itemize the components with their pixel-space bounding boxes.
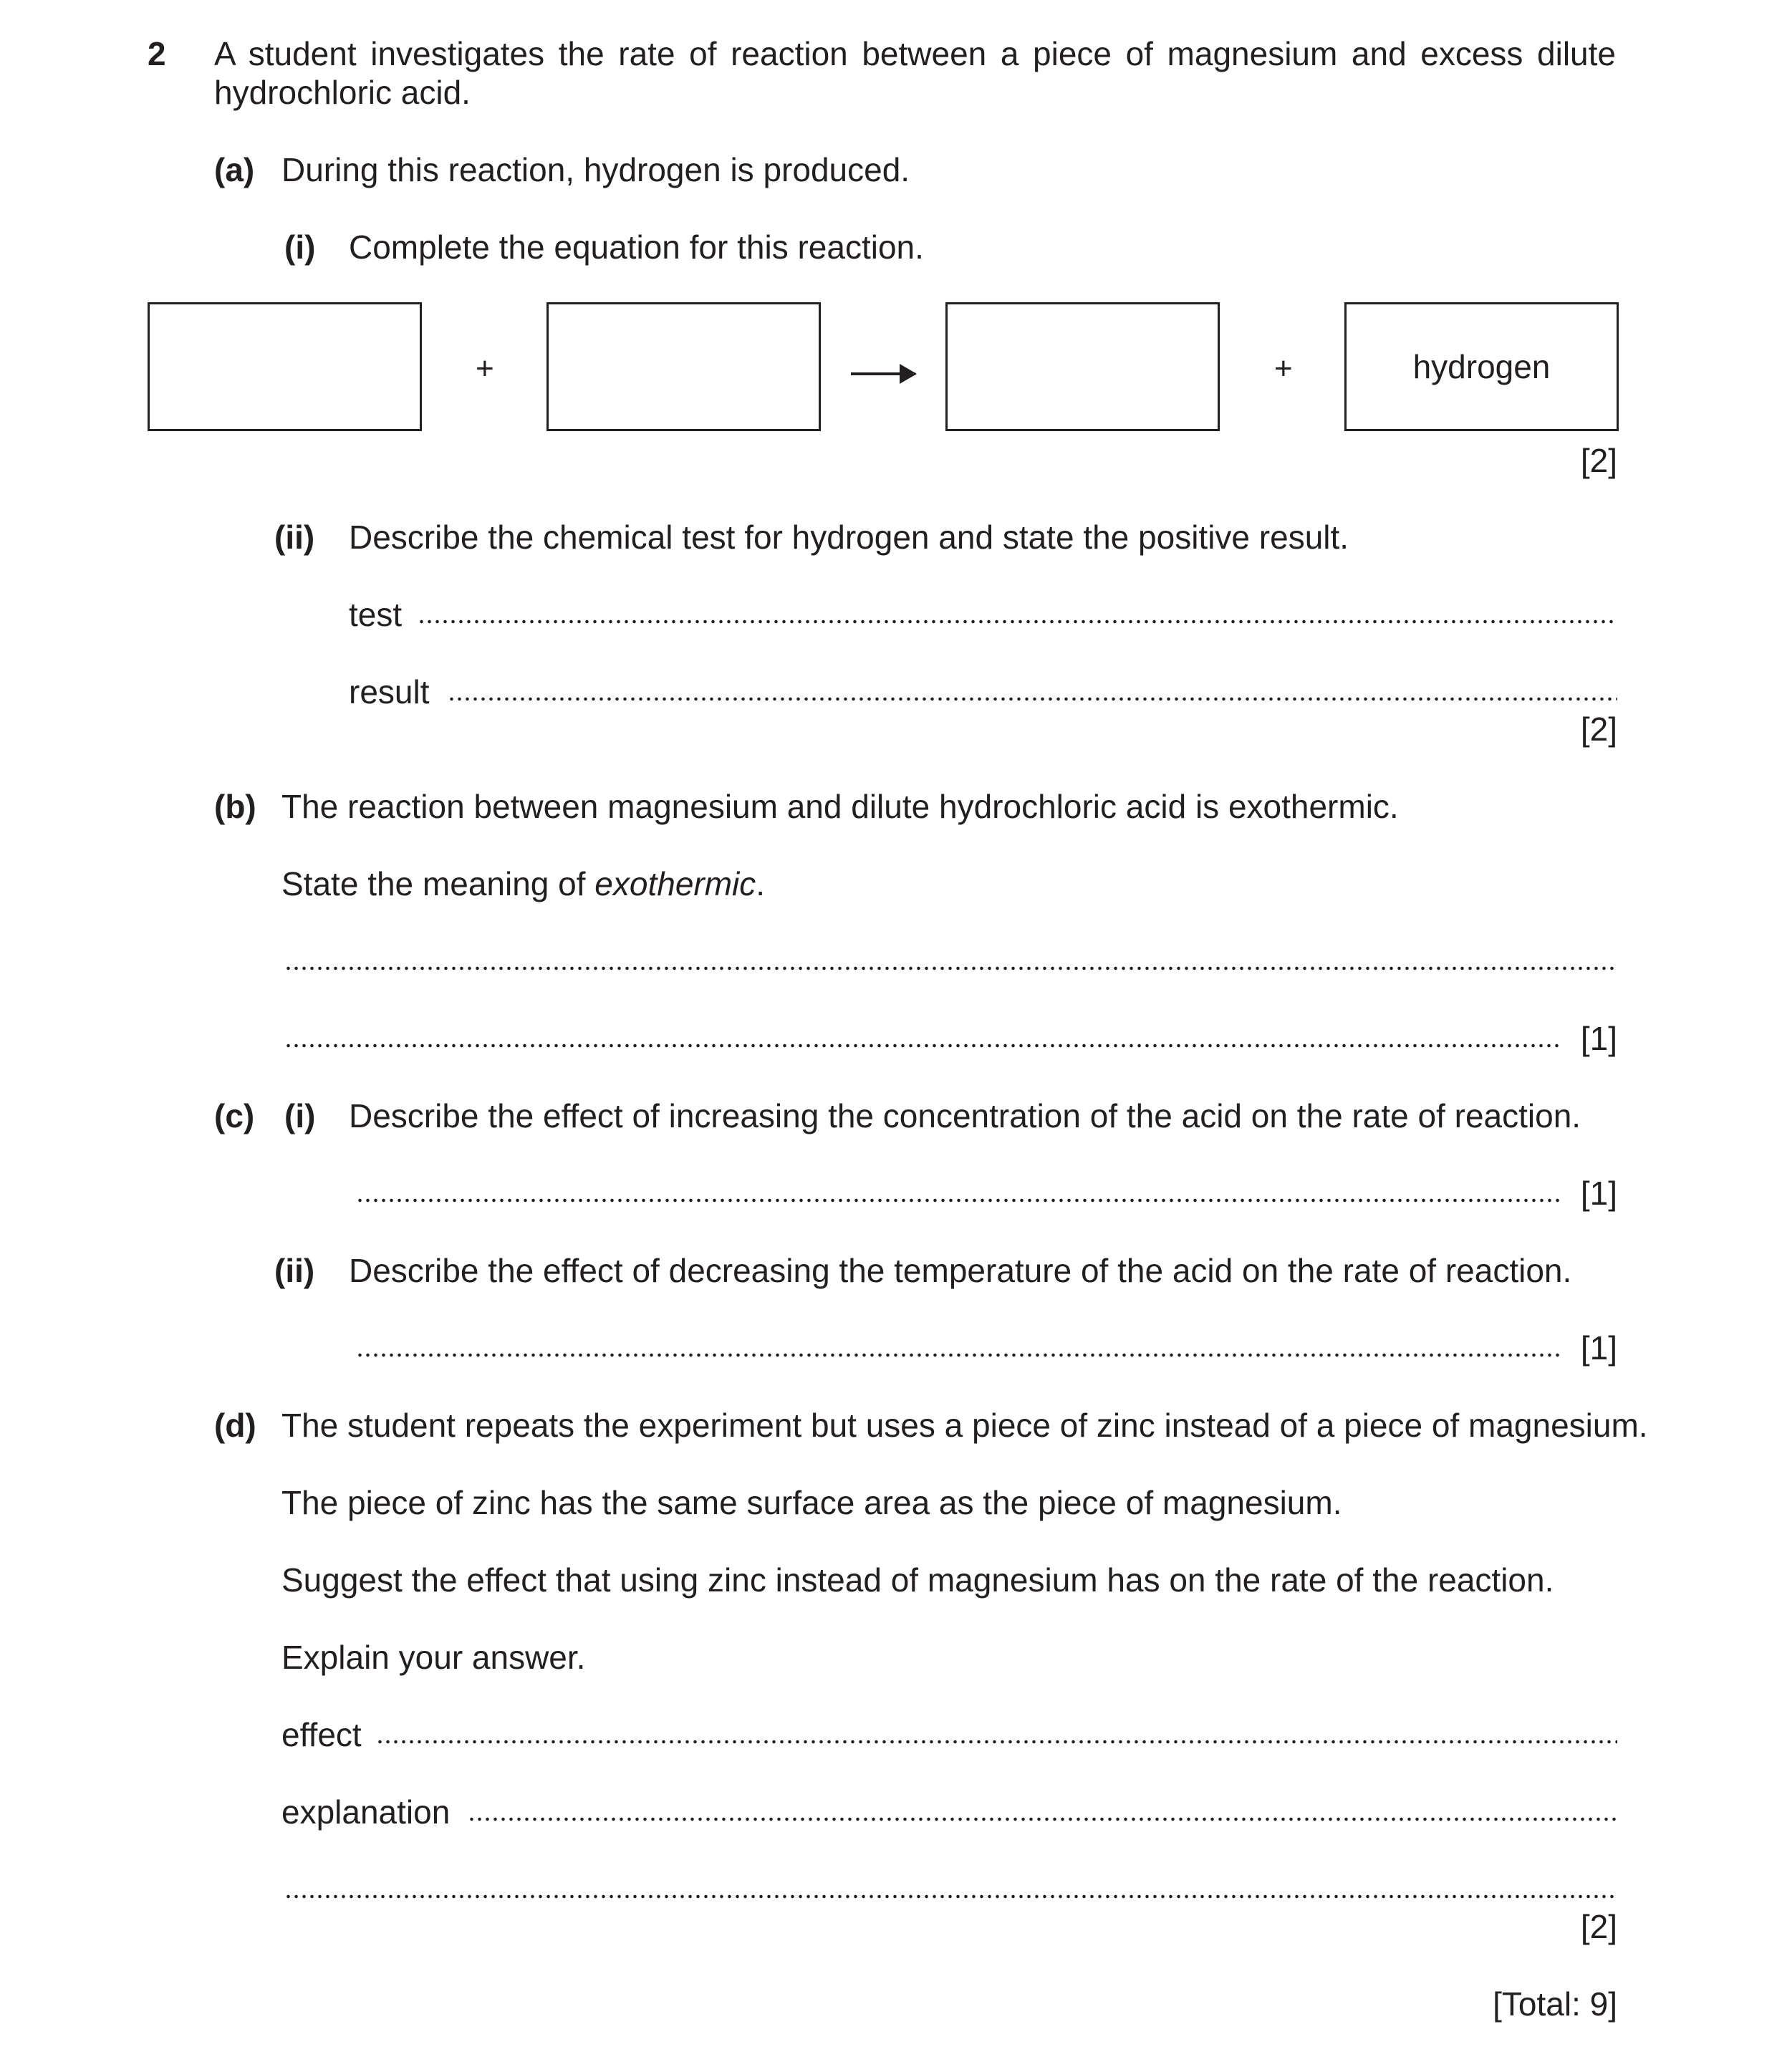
part-d-marks: [2] — [1580, 1908, 1617, 1945]
question-intro-line1: A student investigates the rate of reaction between a piece of magnesium and excess dilute — [214, 35, 1616, 72]
equation-plus-1: + — [476, 351, 494, 386]
test-answer-line[interactable] — [418, 620, 1617, 624]
part-c-ii-text: Describe the effect of decreasing the temperature of the acid on the rate of reaction. — [349, 1252, 1572, 1289]
part-c-i-marks: [1] — [1580, 1175, 1617, 1212]
part-b-prompt-suffix: . — [756, 865, 766, 902]
part-b-answer-line-1[interactable] — [284, 966, 1617, 970]
part-a-ii-label: (ii) — [274, 519, 315, 556]
equation-product-2-box — [1344, 302, 1619, 431]
question-intro-line2: hydrochloric acid. — [214, 74, 471, 111]
part-b-marks: [1] — [1580, 1020, 1617, 1057]
part-a-ii-marks: [2] — [1580, 710, 1617, 748]
part-d-text-3: Suggest the effect that using zinc instead of magnesium has on the rate of the reaction. — [281, 1561, 1554, 1599]
part-b-answer-line-2[interactable] — [284, 1044, 1563, 1048]
part-c-ii-label: (ii) — [274, 1252, 315, 1289]
part-a-text: During this reaction, hydrogen is produced. — [281, 151, 910, 188]
part-d-label: (d) — [214, 1407, 256, 1444]
explanation-answer-line-1[interactable] — [468, 1817, 1617, 1821]
result-answer-line[interactable] — [448, 697, 1617, 701]
part-c-ii-answer-line[interactable] — [356, 1353, 1563, 1357]
explanation-label: explanation — [281, 1793, 451, 1831]
equation-reactant-2-box[interactable] — [546, 302, 821, 431]
equation-product-2-text: hydrogen — [1412, 348, 1551, 385]
part-b-prompt-term: exothermic — [594, 865, 756, 902]
equation-plus-2: + — [1274, 351, 1293, 386]
part-c-i-text: Describe the effect of increasing the concentration of the acid on the rate of reaction. — [349, 1097, 1581, 1134]
question-number: 2 — [148, 35, 166, 72]
part-b-prompt — [281, 864, 765, 903]
part-c-ii-marks: [1] — [1580, 1329, 1617, 1367]
result-label: result — [349, 673, 430, 710]
part-c-i-answer-line[interactable] — [356, 1198, 1563, 1203]
part-d-text-2: The piece of zinc has the same surface area as the piece of magnesium. — [281, 1484, 1342, 1521]
part-a-ii-text: Describe the chemical test for hydrogen and state the positive result. — [349, 519, 1349, 556]
part-a-i-marks: [2] — [1580, 442, 1617, 479]
part-b-prompt-prefix: State the meaning of — [281, 865, 595, 902]
part-a-label: (a) — [214, 151, 255, 188]
equation-product-1-box[interactable] — [945, 302, 1220, 431]
part-d-text-4: Explain your answer. — [281, 1639, 586, 1676]
effect-label: effect — [281, 1716, 362, 1753]
test-label: test — [349, 596, 403, 633]
effect-answer-line[interactable] — [376, 1740, 1617, 1744]
part-d-text-1: The student repeats the experiment but uses a piece of zinc instead of a piece of magnesium. — [281, 1407, 1648, 1444]
part-b-label: (b) — [214, 788, 256, 825]
part-b-text: The reaction between magnesium and dilute hydrochloric acid is exothermic. — [281, 788, 1399, 825]
part-c-i-label: (i) — [284, 1097, 316, 1134]
part-a-i-text: Complete the equation for this reaction. — [349, 228, 924, 266]
equation-reactant-1-box[interactable] — [148, 302, 422, 431]
question-total: [Total: 9] — [1493, 1985, 1617, 2023]
part-c-label: (c) — [214, 1097, 255, 1134]
part-a-i-label: (i) — [284, 228, 316, 266]
explanation-answer-line-2[interactable] — [284, 1894, 1617, 1899]
